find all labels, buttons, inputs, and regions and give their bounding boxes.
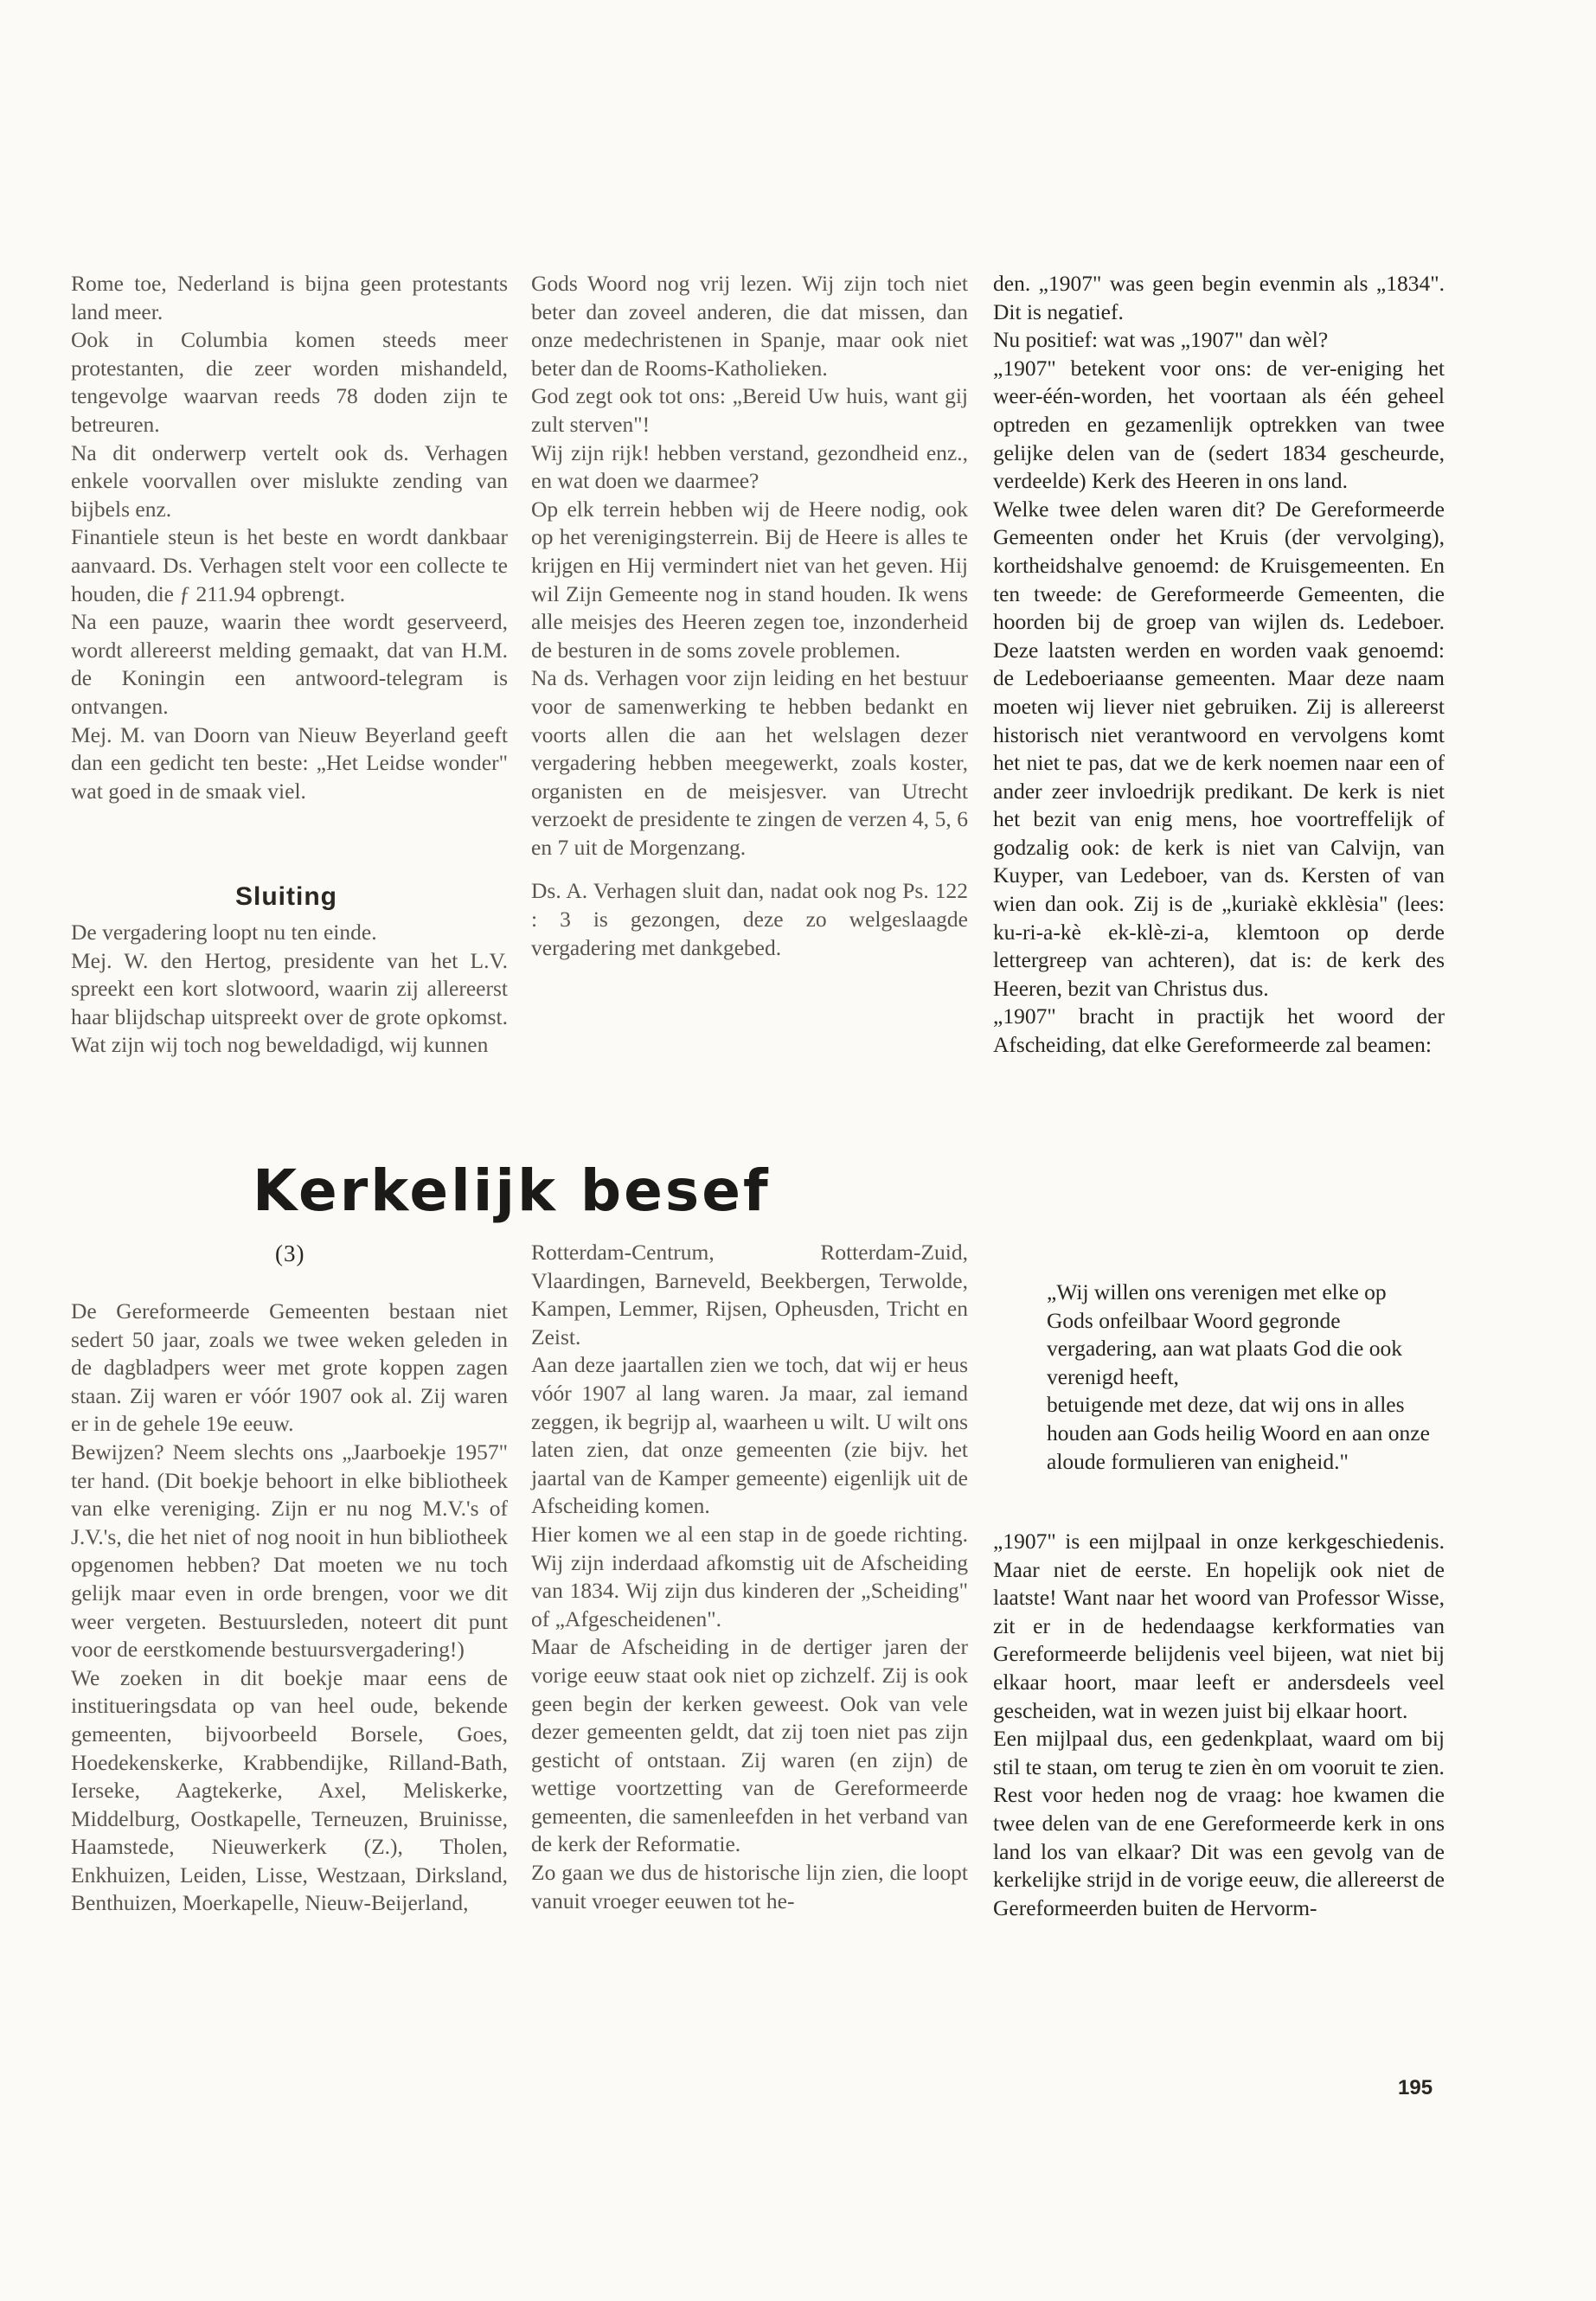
article-headline: Kerkelijk besef bbox=[253, 1157, 771, 1224]
column-3-article bbox=[993, 1528, 1445, 1922]
column-1-article bbox=[71, 1298, 508, 1918]
paragraph: Aan deze jaartallen zien we toch, dat wij er heus vóór 1907 al lang waren. Ja maar, zal iemand zeggen, ik begrijp al, waarheen u wilt. U wilt ons laten zien, dat onze gemeenten (zie bijv. het jaartal van de Kamper gemeente) eigenlijk uit de Afscheiding komen. bbox=[531, 1352, 968, 1519]
column-2-article bbox=[531, 1239, 968, 1915]
paragraph: Na ds. Verhagen voor zijn leiding en het bestuur voor de samenwerking te hebben bedankt en voorts allen die aan het welslagen dezer vergadering hebben meegewerkt, zoals koster, organisten en de meisjesver. van Utrecht verzoekt de presidente te zingen de verzen 4, 5, 6 en 7 uit de Morgenzang. bbox=[531, 665, 968, 860]
paragraph: De vergadering loopt nu ten einde. bbox=[71, 920, 377, 945]
paragraph: Mej. M. van Doorn van Nieuw Beyerland geeft dan een gedicht ten beste: „Het Leidse wonder" wat goed in de smaak viel. bbox=[71, 721, 508, 804]
column-3-top bbox=[993, 270, 1445, 1060]
paragraph: den. „1907" was geen begin evenmin als „1834". Dit is negatief. bbox=[993, 271, 1445, 324]
paragraph: Zo gaan we dus de historische lijn zien, die loopt vanuit vroeger eeuwen tot he- bbox=[531, 1860, 968, 1913]
subheading-sluiting: Sluiting bbox=[235, 882, 337, 911]
paragraph: Mej. W. den Hertog, presidente van het L.V. spreekt een kort slotwoord, waarin zij allereerst haar blijdschap uitspreekt over de grote opkomst. Wat zijn wij toch nog beweldadigd, wij kunnen bbox=[71, 947, 508, 1058]
column-1-sluiting bbox=[71, 919, 508, 1060]
paragraph: Na een pauze, waarin thee wordt geserveerd, wordt allereerst melding gemaakt, dat van H.M. de Koningin een antwoord-telegram is ontvangen. bbox=[71, 609, 508, 719]
paragraph: „1907" is een mijlpaal in onze kerkgeschiedenis. Maar niet de eerste. En hopelijk ook niet de laatste! Want naar het woord van Professor Wisse, zit er in de hedendaagse kerkformaties van Gereformeerde belijdenis veel bijeen, wat niet bij elkaar hoort, maar leeft er andersdeels veel gescheiden, wat in wezen juist bij elkaar hoort. bbox=[993, 1529, 1445, 1723]
page-number: 195 bbox=[1398, 2076, 1433, 2099]
paragraph: Een mijlpaal dus, een gedenkplaat, waard om bij stil te staan, om terug te zien èn om vooruit te zien. bbox=[993, 1726, 1445, 1779]
quote-line: „Wij willen ons verenigen met elke op Gods onfeilbaar Woord gegronde vergadering, aan wat plaats God die ook verenigd heeft, bbox=[1047, 1279, 1402, 1389]
paragraph: Nu positief: wat was „1907" dan wèl? bbox=[993, 327, 1329, 353]
paragraph: Bewijzen? Neem slechts ons „Jaarboekje 1957" ter hand. (Dit boekje behoort in elke bibliotheek van elke vereniging. Zijn er nu nog M.V.'s of J.V.'s, die het niet of nog nooit in hun bibliotheek opgenomen hebben? Dat moeten we nu toch gelijk maar even in orde brengen, voor we dit weer vergeten. Bestuursleden, noteert dit punt voor de eerstkomende bestuursvergadering!) bbox=[71, 1439, 508, 1663]
paragraph: Hier komen we al een stap in de goede richting. Wij zijn inderdaad afkomstig uit de Afscheiding van 1834. Wij zijn dus kinderen der „Scheiding" of „Afgescheidenen". bbox=[531, 1521, 968, 1631]
paragraph: „1907" betekent voor ons: de ver-eniging het weer-één-worden, het voortaan als één geheel optreden en gezamenlijk optrekken van twee gelijke delen van de (sedert 1834 gescheurde, verdeelde) Kerk des Heeren in ons land. bbox=[993, 355, 1445, 494]
paragraph: Welke twee delen waren dit? De Gereformeerde Gemeenten onder het Kruis (der vervolging), kortheidshalve genoemd: de Kruisgemeenten. En ten tweede: de Gereformeerde Gemeenten, die hoorden bij de groep van wijlen ds. Ledeboer. Deze laatsten werden en worden vaak genoemd: de Ledeboeriaanse gemeenten. Maar deze naam moeten wij liever niet gebruiken. Zij is allereerst historisch niet verantwoord en vervolgens komt het niet te pas, dat we de kerk noemen naar een of ander zeer invloedrijk predikant. De kerk is niet het bezit van enig mens, hoe voortreffelijk of godzalig ook: de kerk is niet van Calvijn, van Kuyper, van Ledeboer, van ds. Kersten of van wien dan ook. Zij is de „kuriakè ekklèsia" (lees: ku-ri-a-kè ek-klè-zi-a, klemtoon op derde lettergreep van achteren), dat is: de kerk des Heeren, bezit van Christus dus. bbox=[993, 496, 1445, 1001]
paragraph: Rome toe, Nederland is bijna geen protestants land meer. bbox=[71, 271, 508, 324]
part-number: (3) bbox=[275, 1240, 305, 1266]
paragraph: De Gereformeerde Gemeenten bestaan niet sedert 50 jaar, zoals we twee weken geleden in de dagbladpers weer met grote koppen zagen staan. Zij waren er vóór 1907 ook al. Zij waren er in de gehele 19e eeuw. bbox=[71, 1298, 508, 1437]
quote-line: betuigende met deze, dat wij ons in alles houden aan Gods heilig Woord en aan onze aloude formulieren van enigheid." bbox=[1047, 1392, 1430, 1474]
paragraph: Ook in Columbia komen steeds meer protestanten, die zeer worden mishandeld, tengevolge waarvan reeds 78 doden zijn te betreuren. bbox=[71, 327, 508, 437]
paragraph: Gods Woord nog vrij lezen. Wij zijn toch niet beter dan zoveel anderen, die dat missen, dan onze medechristenen in Spanje, maar ook niet beter dan de Rooms-Katholieken. bbox=[531, 271, 968, 381]
column-1-top bbox=[71, 270, 508, 805]
paragraph: Op elk terrein hebben wij de Heere nodig, ook op het verenigingsterrein. Bij de Heere is alles te krijgen en Hij vermindert niet van het geven. Hij wil Zijn Gemeente nog in stand houden. Ik wens alle meisjes des Heeren zegen toe, inzonderheid de besturen in de soms zovele problemen. bbox=[531, 496, 968, 663]
paragraph: Na dit onderwerp vertelt ook ds. Verhagen enkele voorvallen over mislukte zending van bijbels enz. bbox=[71, 439, 508, 522]
paragraph: Rotterdam-Centrum, Rotterdam-Zuid, Vlaardingen, Barneveld, Beekbergen, Terwolde, Kampen, Lemmer, Rijsen, Opheusden, Tricht en Zeist. bbox=[531, 1240, 968, 1349]
paragraph: Rest voor heden nog de vraag: hoe kwamen die twee delen van de ene Gereformeerde kerk in ons land los van elkaar? Dit was een gevolg van de kerkelijke strijd in de vorige eeuw, die allereerst de Gereformeerden buiten de Hervorm- bbox=[993, 1782, 1445, 1920]
paragraph: Wij zijn rijk! hebben verstand, gezondheid enz., en wat doen we daarmee? bbox=[531, 439, 968, 494]
paragraph: Ds. A. Verhagen sluit dan, nadat ook nog Ps. 122 : 3 is gezongen, deze zo welgeslaagde vergadering met dankgebed. bbox=[531, 878, 968, 960]
paragraph: We zoeken in dit boekje maar eens de institueringsdata op van heel oude, bekende gemeenten, bijvoorbeeld Borsele, Goes, Hoedekenskerke, Krabbendijke, Rilland-Bath, Ierseke, Aagtekerke, Axel, Meliskerke, Middelburg, Oostkapelle, Terneuzen, Bruinisse, Haamstede, Nieuwerkerk (Z.), Tholen, Enkhuizen, Leiden, Lisse, Westzaan, Dirksland, Benthuizen, Moerkapelle, Nieuw-Beijerland, bbox=[71, 1664, 508, 1916]
column-2-top bbox=[531, 270, 968, 962]
paragraph: „1907" bracht in practijk het woord der Afscheiding, dat elke Gereformeerde zal beamen: bbox=[993, 1003, 1445, 1058]
afscheiding-quote bbox=[1047, 1279, 1438, 1476]
paragraph: Maar de Afscheiding in de dertiger jaren der vorige eeuw staat ook niet op zichzelf. Zij is ook geen begin der kerken geweest. Ook van vele dezer gemeenten geldt, dat zij toen niet pas zijn gesticht of ontstaan. Zij waren (en zijn) de wettige voortzetting van de Gereformeerde gemeenten, die samenleefden in het verband van de kerk der Reformatie. bbox=[531, 1634, 968, 1857]
paragraph: God zegt ook tot ons: „Bereid Uw huis, want gij zult sterven"! bbox=[531, 383, 968, 437]
paragraph: Finantiele steun is het beste en wordt dankbaar aanvaard. Ds. Verhagen stelt voor een collecte te houden, die ƒ 211.94 opbrengt. bbox=[71, 524, 508, 606]
